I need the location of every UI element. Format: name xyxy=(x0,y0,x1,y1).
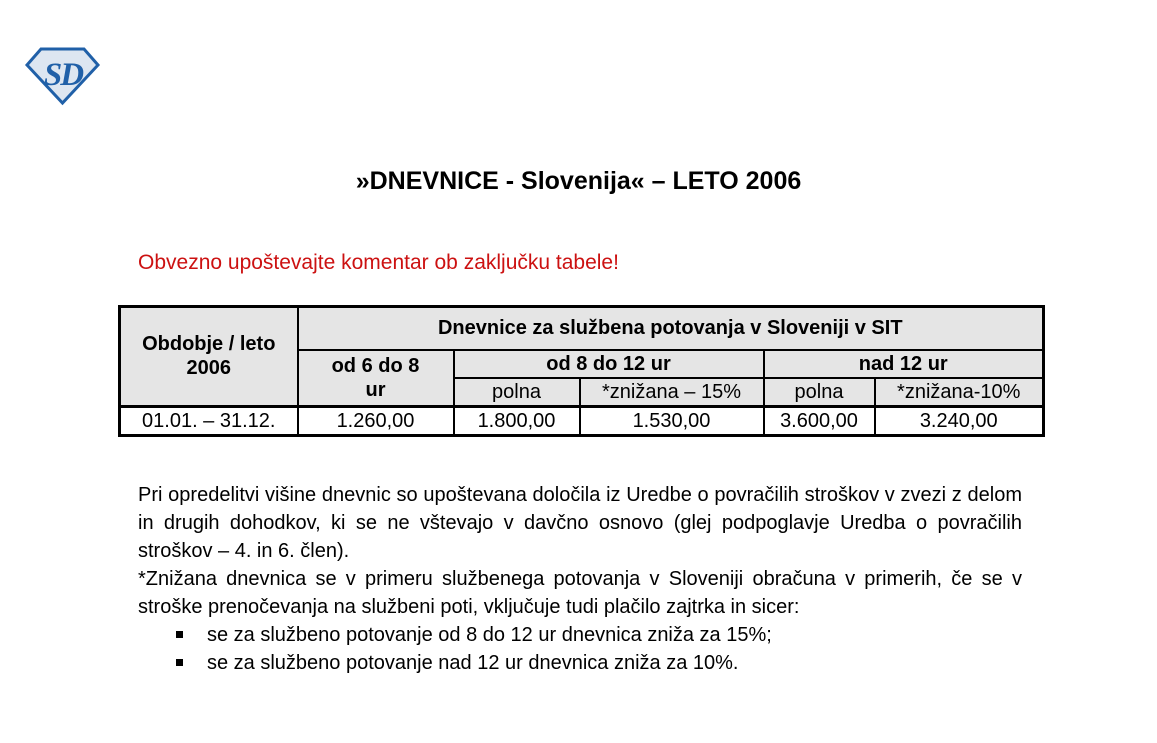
bullet-text-2: se za službeno potovanje nad 12 ur dnevnica zniža za 10%. xyxy=(207,652,739,674)
note-bullet-list xyxy=(138,621,1022,677)
cell-value-over12-znizana: 3.240,00 xyxy=(875,406,1044,435)
allowance-table xyxy=(118,305,1045,437)
table-header-period-label: Obdobje / leto 2006 xyxy=(142,333,276,380)
bullet-text-1: se za službeno potovanje od 8 do 12 ur dnevnica zniža za 15%; xyxy=(207,624,772,646)
table-header-main: Dnevnice za službena potovanja v Sloveniji v SIT xyxy=(298,307,1044,350)
warning-text: Obvezno upoštevajte komentar ob zaključku tabele! xyxy=(138,251,619,274)
note-paragraph-2: *Znižana dnevnica se v primeru službenega potovanja v Sloveniji obračuna v primerih, če se v stroške prenočevanja na službeni poti, vključuje tudi plačilo zajtrka in sicer: xyxy=(138,568,1022,618)
list-item xyxy=(138,649,1022,677)
square-bullet-icon xyxy=(176,659,183,666)
list-item xyxy=(138,621,1022,649)
cell-value-8to12-polna: 1.800,00 xyxy=(454,406,580,435)
table-header-period xyxy=(120,307,298,407)
sd-logo-icon xyxy=(24,44,102,108)
table-header-6to8-label: od 6 do 8 ur xyxy=(331,354,420,401)
cell-value-over12-polna: 3.600,00 xyxy=(764,406,875,435)
page-title: »DNEVNICE - Slovenija« – LETO 2006 xyxy=(355,167,802,195)
table-header-8to12: od 8 do 12 ur xyxy=(454,350,764,378)
note-paragraph-1: Pri opredelitvi višine dnevnic so upoštevana določila iz Uredbe o povračilih stroškov v zvezi z delom in drugih dohodkov, ki se ne vštevajo v davčno osnovo (glej podpoglavje Uredba o povračilih stroškov – 4. in 6. člen). xyxy=(138,484,1022,562)
cell-value-8to12-znizana: 1.530,00 xyxy=(580,406,764,435)
notes-section xyxy=(138,481,1022,677)
square-bullet-icon xyxy=(176,631,183,638)
table-row xyxy=(120,406,1044,435)
table-subheader-polna-1: polna xyxy=(454,378,580,407)
table-header-over12: nad 12 ur xyxy=(764,350,1044,378)
table-subheader-znizana-15: *znižana – 15% xyxy=(580,378,764,407)
cell-period: 01.01. – 31.12. xyxy=(120,406,298,435)
table-subheader-znizana-10: *znižana-10% xyxy=(875,378,1044,407)
sd-logo xyxy=(24,44,102,108)
cell-value-6to8: 1.260,00 xyxy=(298,406,454,435)
table-header-6to8 xyxy=(298,350,454,407)
logo-letters: SD xyxy=(43,57,83,93)
table-subheader-polna-2: polna xyxy=(764,378,875,407)
